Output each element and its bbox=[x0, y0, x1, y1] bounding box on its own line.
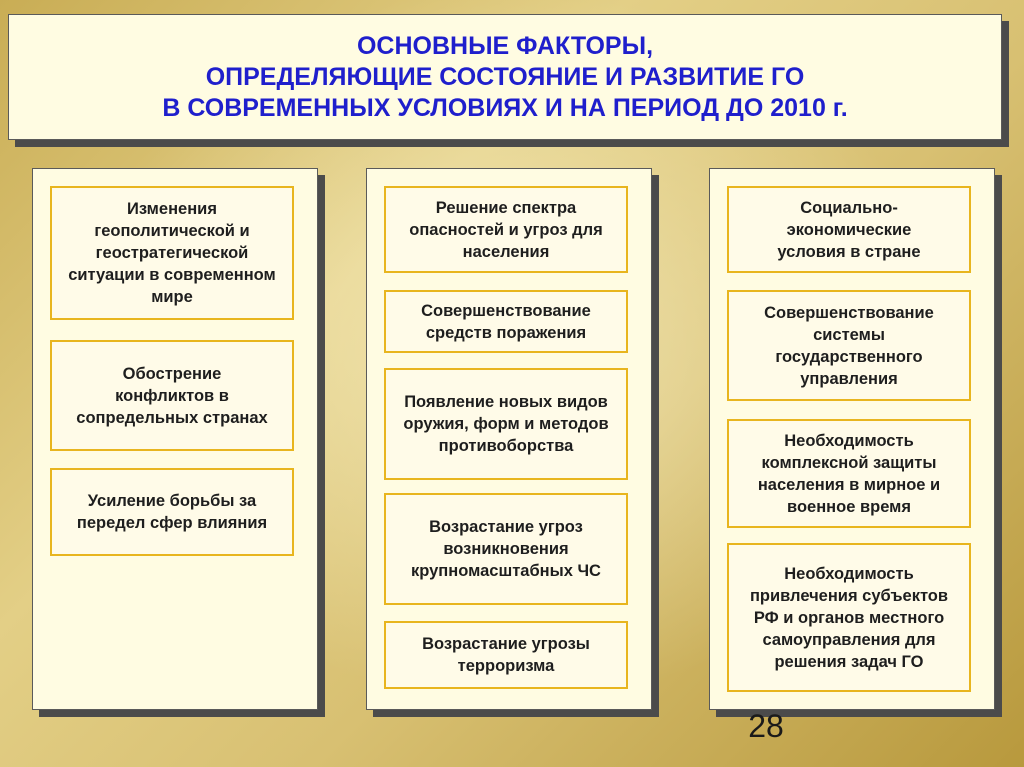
title-line-3: В СОВРЕМЕННЫХ УСЛОВИЯХ И НА ПЕРИОД ДО 2010 г. bbox=[162, 93, 848, 122]
factors-column-3 bbox=[709, 168, 995, 710]
factor-card-new-weapons: Появление новых видов оружия, форм и методов противоборства bbox=[384, 368, 628, 480]
factor-card-influence: Усиление борьбы за передел сфер влияния bbox=[50, 468, 294, 556]
title-box bbox=[8, 14, 1002, 140]
factor-card-terrorism: Возрастание угрозы терроризма bbox=[384, 621, 628, 689]
factor-card-conflicts: Обострение конфликтов в сопредельных странах bbox=[50, 340, 294, 451]
title-line-1: ОСНОВНЫЕ ФАКТОРЫ, bbox=[356, 31, 654, 60]
factor-card-regional-involvement: Необходимость привлечения субъектов РФ и органов местного самоуправления для решения задач ГО bbox=[727, 543, 971, 692]
factor-card-weapons-improvement: Совершенствование средств поражения bbox=[384, 290, 628, 353]
factor-card-socioeconomic: Социально-экономические условия в стране bbox=[727, 186, 971, 273]
page-number: 28 bbox=[748, 708, 784, 744]
title-line-2: ОПРЕДЕЛЯЮЩИЕ СОСТОЯНИЕ И РАЗВИТИЕ ГО bbox=[205, 62, 805, 91]
factors-column-2 bbox=[366, 168, 652, 710]
factor-card-geopolitics: Изменения геополитической и геостратегической ситуации в современном мире bbox=[50, 186, 294, 320]
factor-card-threats: Решение спектра опасностей и угроз для населения bbox=[384, 186, 628, 273]
factor-card-emergencies: Возрастание угроз возникновения крупномасштабных ЧС bbox=[384, 493, 628, 605]
factor-card-governance: Совершенствование системы государственного управления bbox=[727, 290, 971, 401]
factor-card-population-protection: Необходимость комплексной защиты населения в мирное и военное время bbox=[727, 419, 971, 528]
factors-column-1 bbox=[32, 168, 318, 710]
